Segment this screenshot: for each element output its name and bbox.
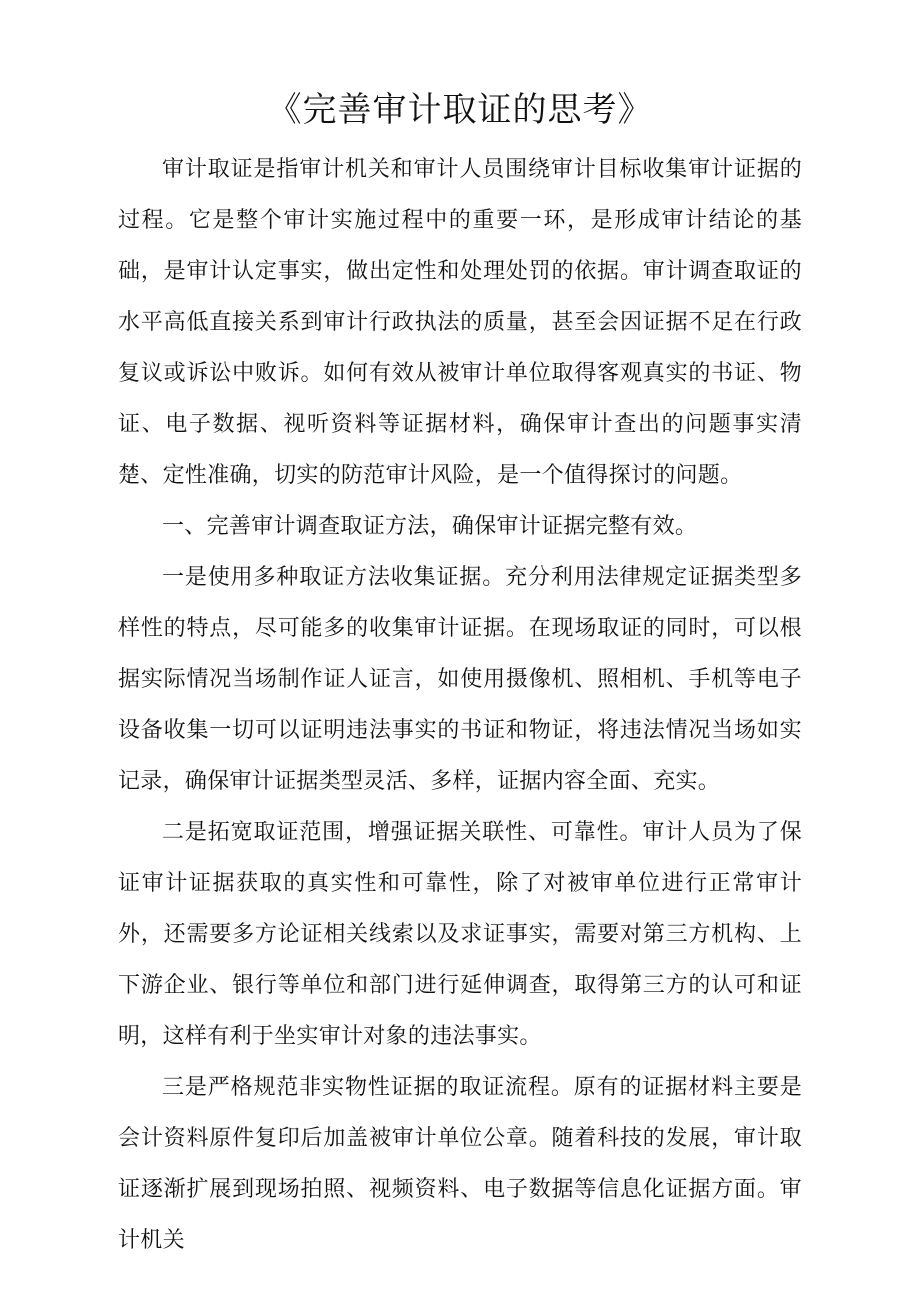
section-heading-1: 一、完善审计调查取证方法，确保审计证据完整有效。 — [162, 514, 698, 539]
document-body — [118, 144, 802, 1266]
paragraph-point-3: 三是严格规范非实物性证据的取证流程。原有的证据材料主要是会计资料原件复印后加盖被审计单位公章。随着科技的发展，审计取证逐渐扩展到现场拍照、视频资料、电子数据等信息化证据方面。审计机关 — [118, 1075, 802, 1253]
paragraph-point-1: 一是使用多种取证方法收集证据。充分利用法律规定证据类型多样性的特点，尽可能多的收集审计证据。在现场取证的同时，可以根据实际情况当场制作证人证言，如使用摄像机、照相机、手机等电子设备收集一切可以证明违法事实的书证和物证，将违法情况当场如实记录，确保审计证据类型灵活、多样，证据内容全面、充实。 — [118, 565, 802, 794]
paragraph-point-2: 二是拓宽取证范围，增强证据关联性、可靠性。审计人员为了保证审计证据获取的真实性和可靠性，除了对被审单位进行正常审计外，还需要多方论证相关线索以及求证事实，需要对第三方机构、上下游企业、银行等单位和部门进行延伸调查，取得第三方的认可和证明，这样有利于坐实审计对象的违法事实。 — [118, 820, 802, 1049]
paragraph-intro: 审计取证是指审计机关和审计人员围绕审计目标收集审计证据的过程。它是整个审计实施过程中的重要一环，是形成审计结论的基础，是审计认定事实，做出定性和处理处罚的依据。审计调查取证的水平高低直接关系到审计行政执法的质量，甚至会因证据不足在行政复议或诉讼中败诉。如何有效从被审计单位取得客观真实的书证、物证、电子数据、视听资料等证据材料，确保审计查出的问题事实清楚、定性准确，切实的防范审计风险，是一个值得探讨的问题。 — [118, 157, 802, 488]
document-title: 《完善审计取证的思考》 — [267, 90, 653, 130]
